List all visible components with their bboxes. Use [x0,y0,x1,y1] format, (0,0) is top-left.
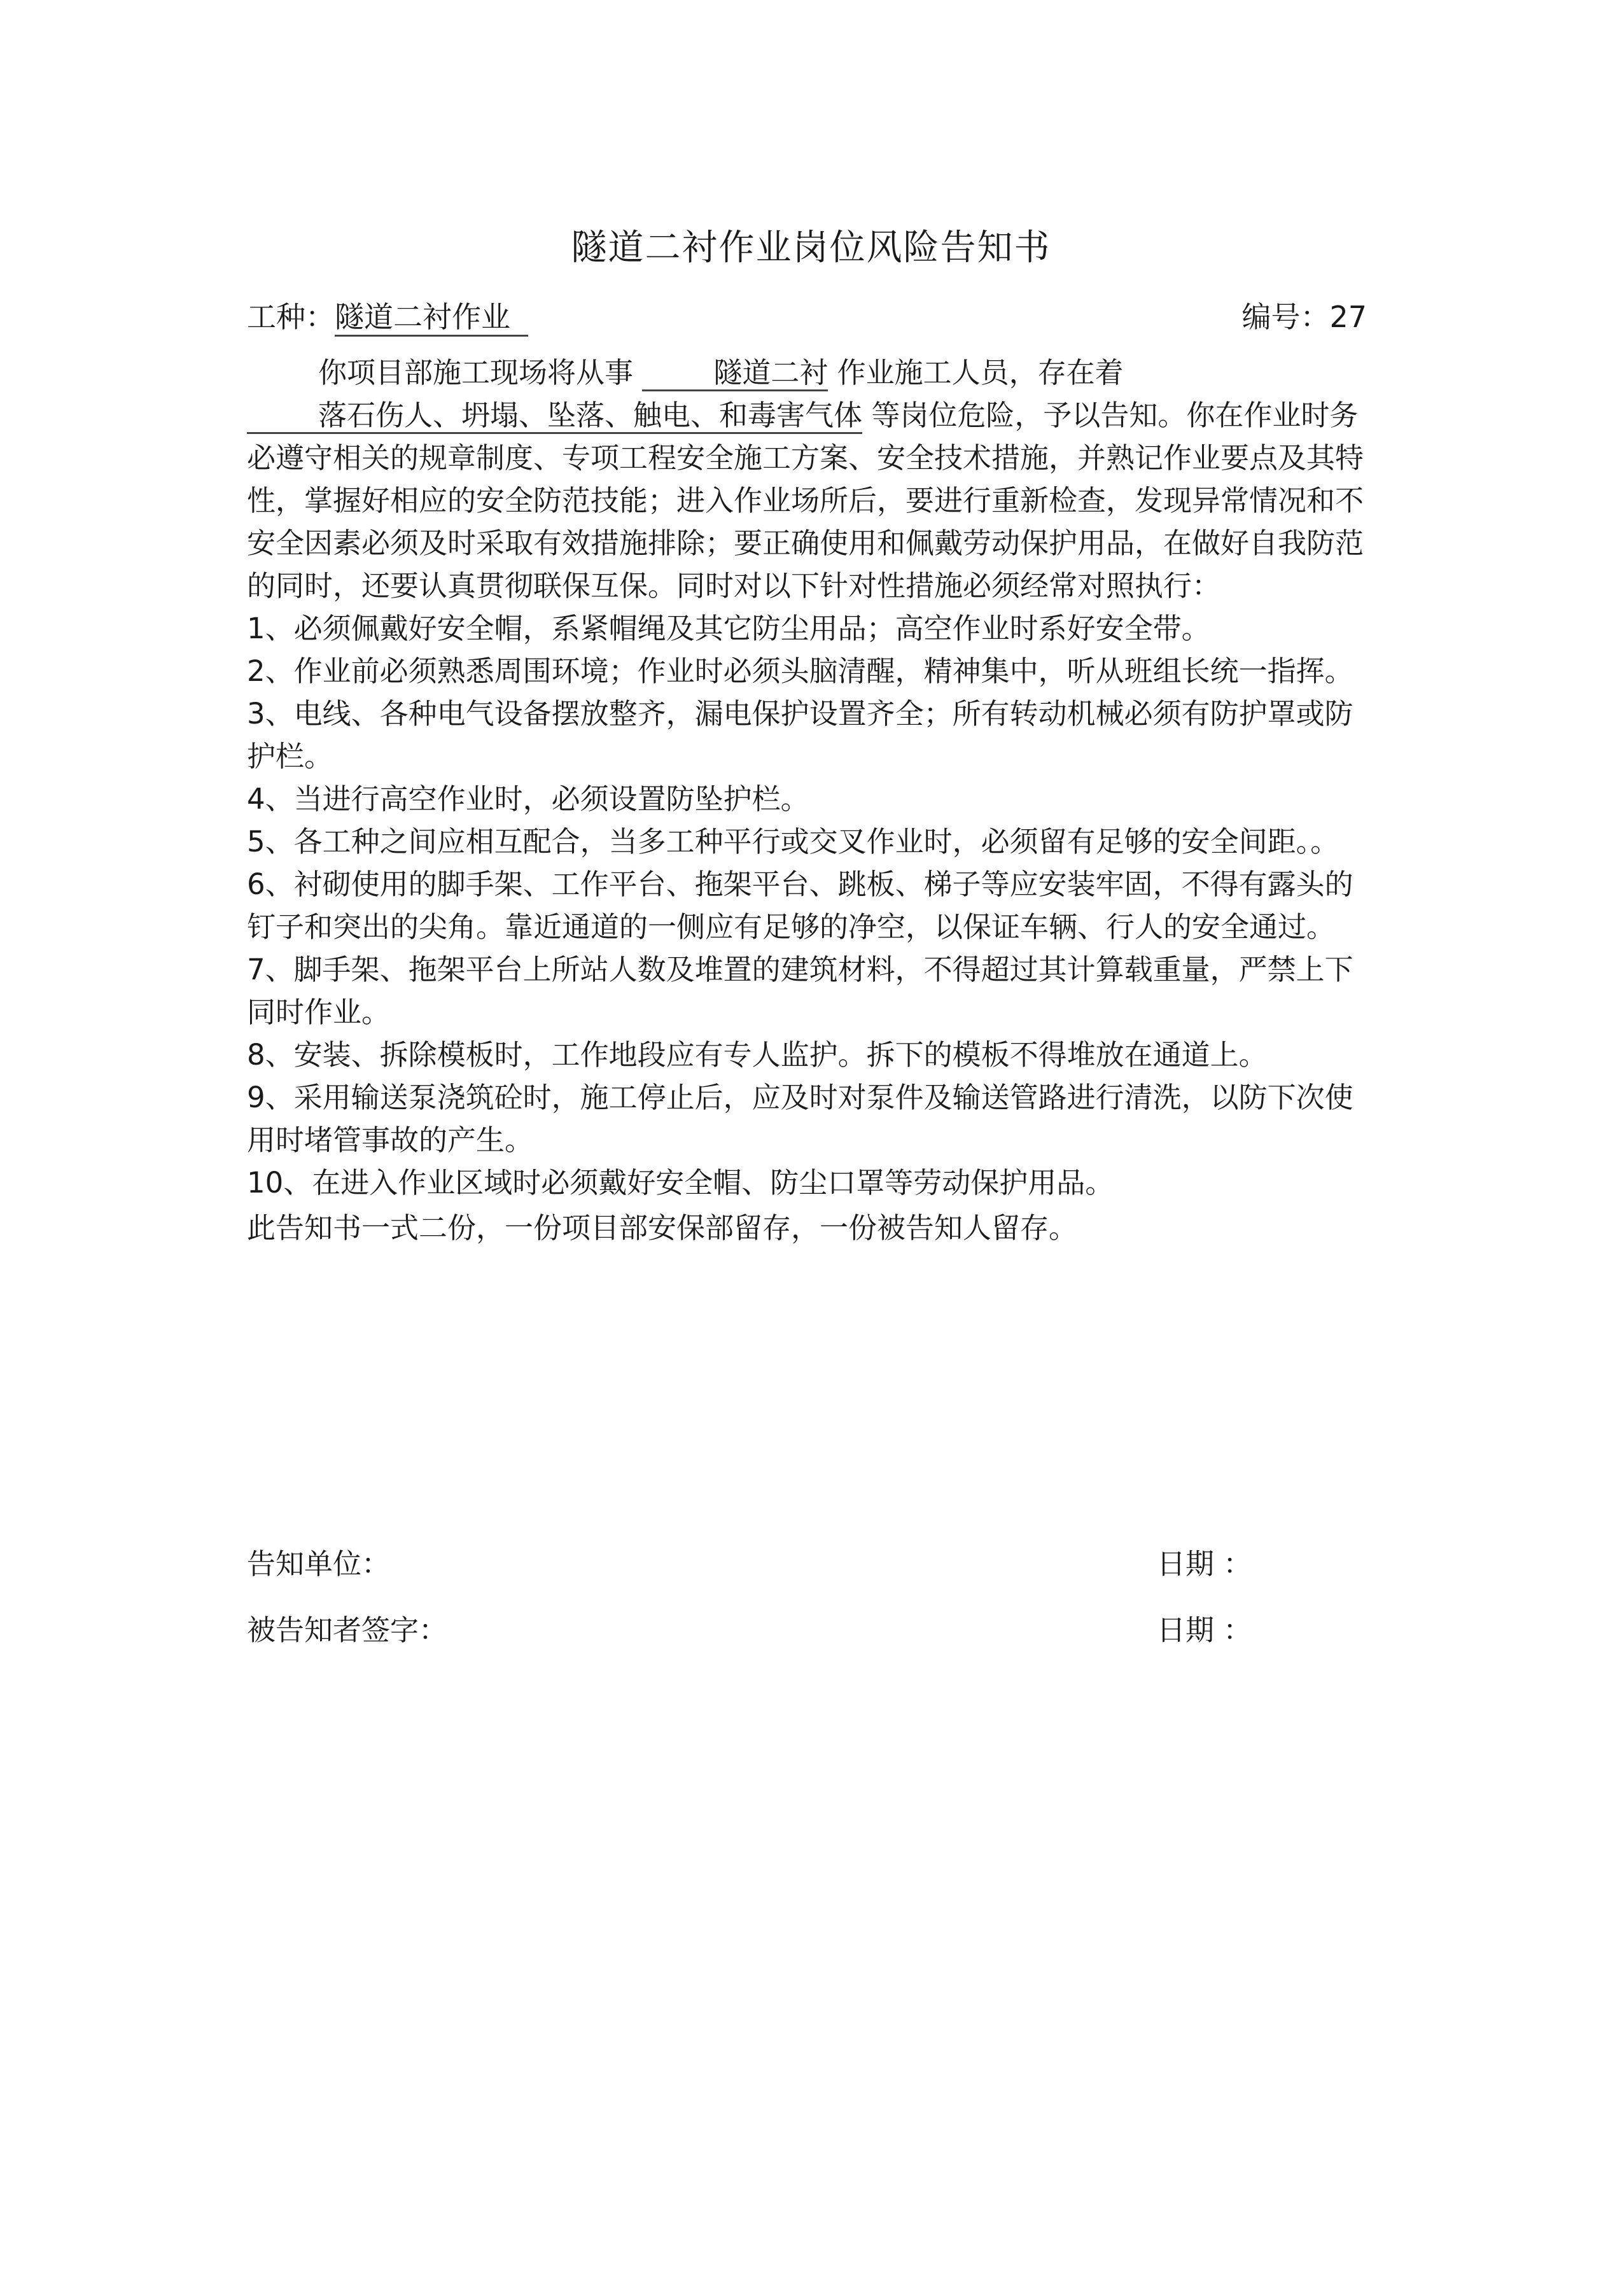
number-value: 27 [1329,300,1367,334]
signer-date-label: 日期 ： [1157,1613,1252,1647]
intro-paragraph [247,351,1376,607]
measure-item-5: 5、各工种之间应相互配合，当多工种平行或交叉作业时，必须留有足够的安全间距。。 [247,825,1339,858]
job-type-value: 隧道二衬作业 [335,299,528,337]
number-label: 编号： [1241,300,1330,334]
measure-item-6: 6、衬砌使用的脚手架、工作平台、拖架平台、跳板、梯子等应安装牢固，不得有露头的钉子和突出的尖角。靠近通道的一侧应有足够的净空，以保证车辆、行人的安全通过。 [247,867,1353,944]
measure-item-1: 1、必须佩戴好安全帽，系紧帽绳及其它防尘用品；高空作业时系好安全带。 [247,612,1210,645]
measure-item-4: 4、当进行高空作业时，必须设置防坠护栏。 [247,782,809,816]
hazards-underlined: 落石伤人、坍塌、坠落、触电、和毒害气体 [247,399,862,434]
document-title: 隧道二衬作业岗位风险告知书 [571,227,1051,269]
intro-text-1: 你项目部施工现场将从事 [318,356,634,389]
intro-text-3: 等岗位危险，予以告知。你在作业时务必遵守相关的规章制度、专项工程安全施工方案、安全技术措施，并熟记作业要点及其特性，掌握好相应的安全防范技能；进入作业场所后，要进行重新检查，发现异常情况和不安全因素必须及时采取有效措施排除；要正确使用和佩戴劳动保护用品，在做好自我防范的同时，还要认真贯彻联保互保。同时对以下针对性措施必须经常对照执行： [247,398,1364,603]
document-number [1241,299,1367,335]
job-type [247,299,528,337]
intro-text-2: 作业施工人员，存在着 [837,356,1124,389]
measure-item-10: 10、在进入作业区域时必须戴好安全帽、防尘口罩等劳动保护用品。 [247,1166,1114,1200]
measure-item-7: 7、脚手架、拖架平台上所站人数及堆置的建筑材料，不得超过其计算载重量，严禁上下同时作业。 [247,953,1353,1029]
signer-label: 被告知者签字： [247,1613,448,1647]
unit-date-label: 日期 ： [1157,1547,1252,1581]
job-type-label: 工种： [247,300,335,334]
work-type-underlined: 隧道二衬 [642,356,828,391]
document-body [247,351,1376,1249]
closing-statement: 此告知书一式二份，一份项目部安保部留存，一份被告知人留存。 [247,1211,1078,1245]
measure-item-9: 9、采用输送泵浇筑砼时，施工停止后，应及时对泵件及输送管路进行清洗，以防下次使用时堵管事故的产生。 [247,1081,1353,1157]
measure-item-2: 2、作业前必须熟悉周围环境；作业时必须头脑清醒，精神集中，听从班组长统一指挥。 [247,654,1353,688]
notifying-unit-label: 告知单位： [247,1547,391,1581]
measure-item-3: 3、电线、各种电气设备摆放整齐，漏电保护设置齐全；所有转动机械必须有防护罩或防护栏。 [247,697,1353,773]
measure-item-8: 8、安装、拆除模板时，工作地段应有专人监护。拆下的模板不得堆放在通道上。 [247,1038,1268,1072]
